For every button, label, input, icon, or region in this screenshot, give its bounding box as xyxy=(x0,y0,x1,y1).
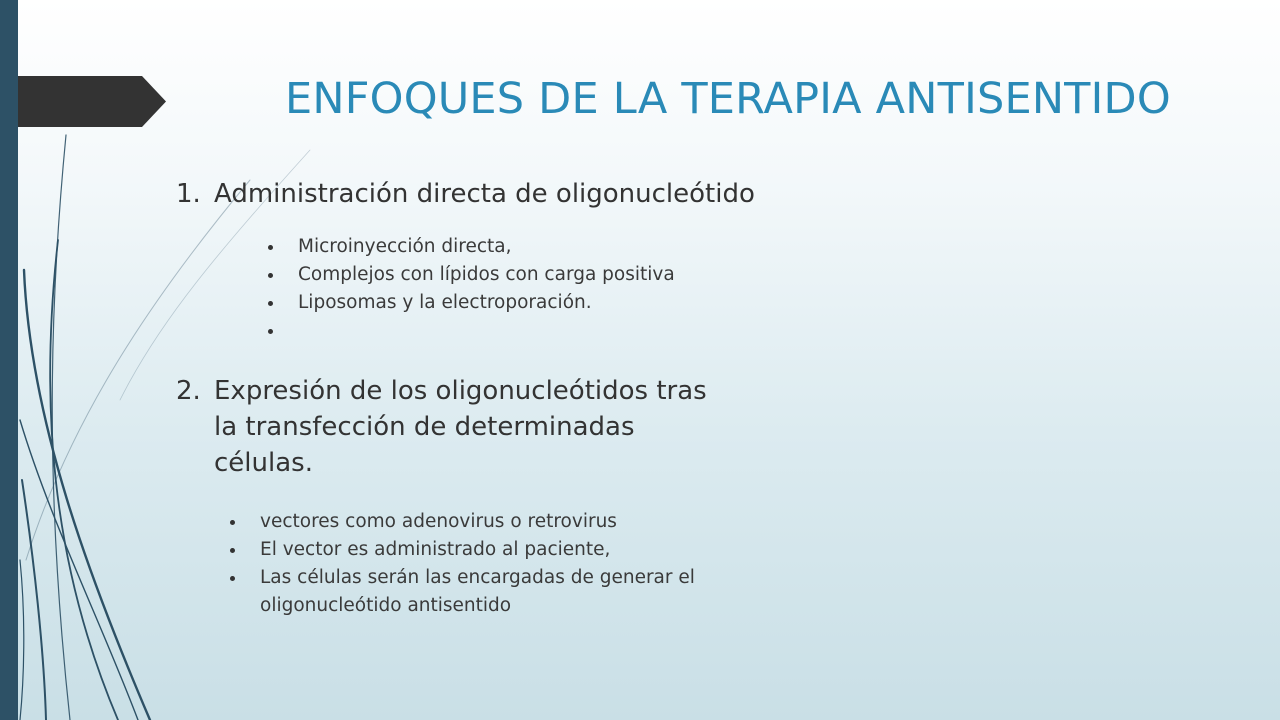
list-item: Las células serán las encargadas de generar el oligonucleótido antisentido xyxy=(230,564,820,620)
section-1-heading xyxy=(176,176,755,212)
section-1-number: 1. xyxy=(176,179,201,209)
section-2-heading-line-3: células. xyxy=(214,448,313,478)
list-item-empty xyxy=(268,317,675,345)
section-1-bullet-list xyxy=(268,233,675,345)
title-accent-tab xyxy=(18,76,166,127)
section-2-heading-line-2: la transfección de determinadas xyxy=(214,412,635,442)
section-1-heading-text: Administración directa de oligonucleótido xyxy=(214,179,755,209)
section-2-heading xyxy=(176,373,707,481)
list-item: El vector es administrado al paciente, xyxy=(230,536,830,564)
list-item: vectores como adenovirus o retrovirus xyxy=(230,508,830,536)
slide-title: ENFOQUES DE LA TERAPIA ANTISENTIDO xyxy=(285,74,1171,124)
list-item: Liposomas y la electroporación. xyxy=(268,289,675,317)
section-2-bullet-list xyxy=(230,508,830,620)
section-2-number: 2. xyxy=(176,376,201,406)
list-item: Microinyección directa, xyxy=(268,233,675,261)
section-2-heading-line-1: Expresión de los oligonucleótidos tras xyxy=(214,376,707,406)
list-item: Complejos con lípidos con carga positiva xyxy=(268,261,675,289)
